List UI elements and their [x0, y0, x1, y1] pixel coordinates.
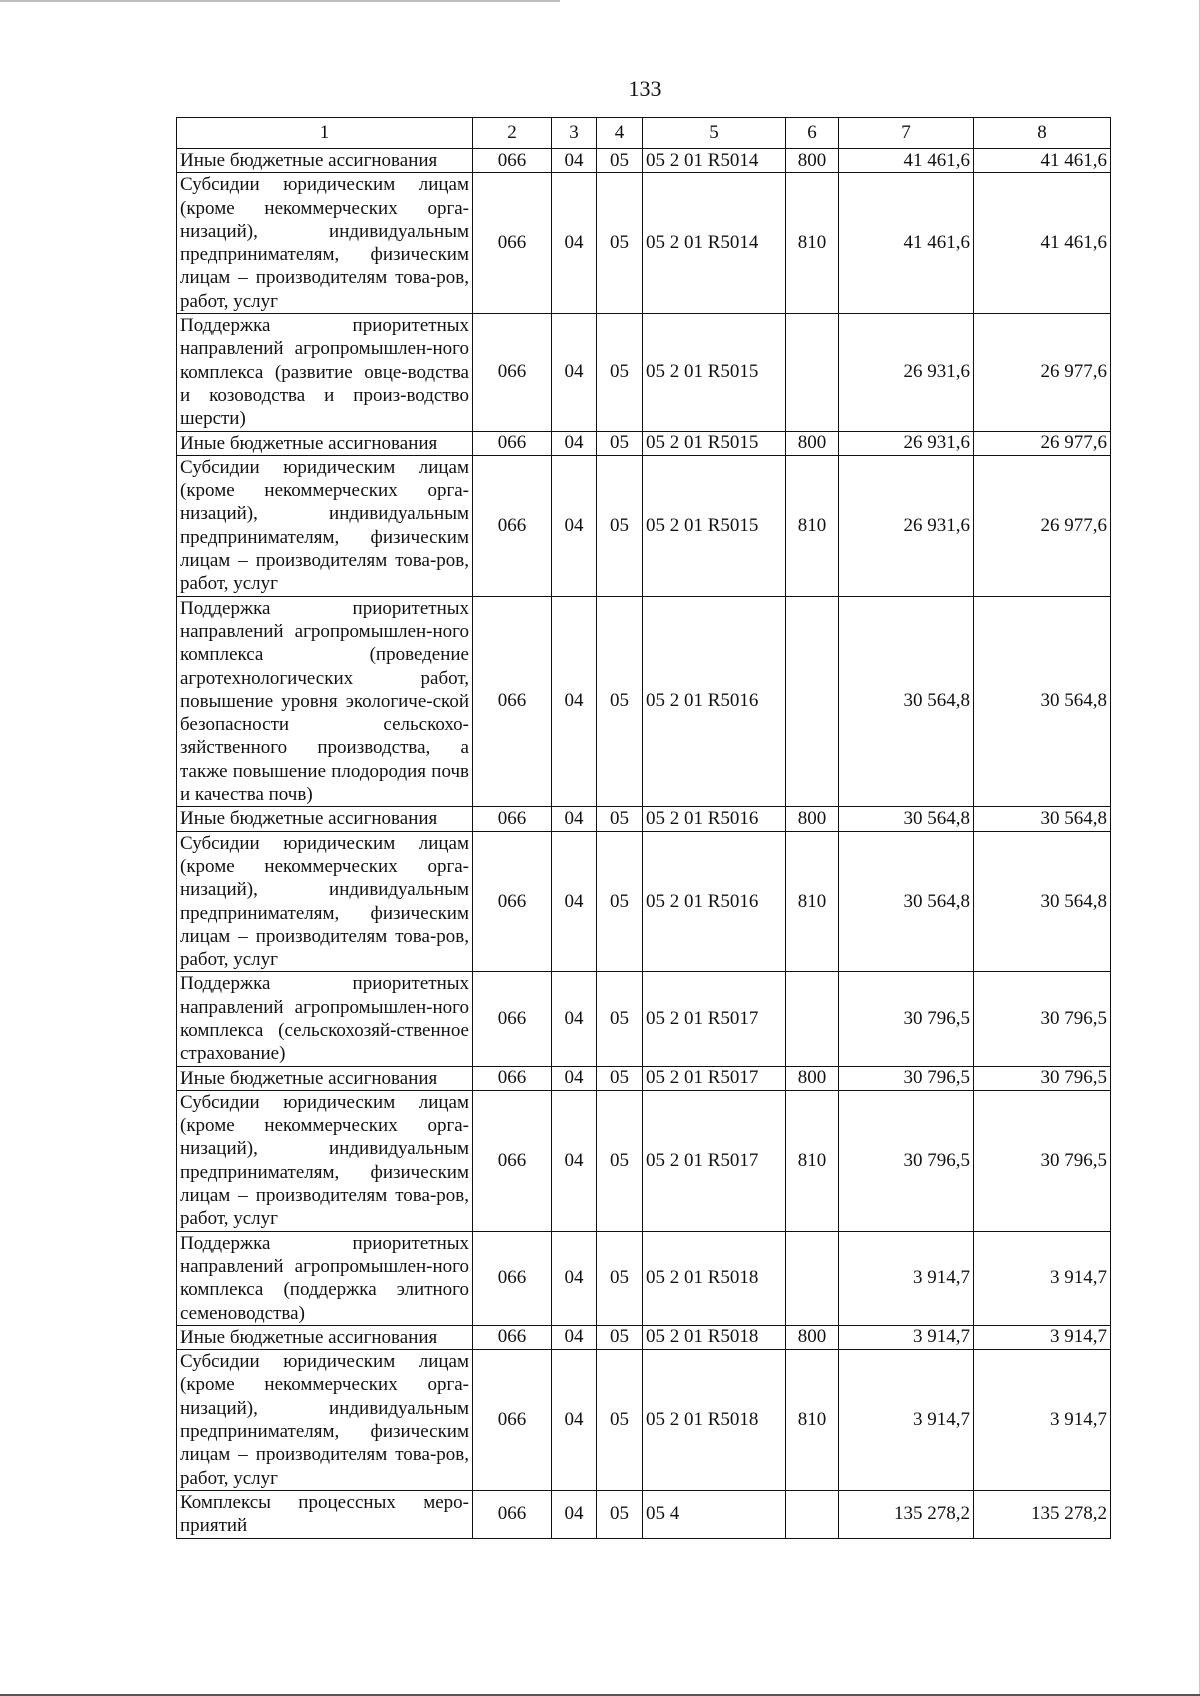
expense-type-code: 810: [786, 455, 839, 596]
subsection-code: 05: [597, 1066, 643, 1090]
column-header-3: 3: [552, 118, 597, 149]
ministry-code: 066: [473, 972, 552, 1066]
ministry-code: 066: [473, 1231, 552, 1325]
amount-year-1: 26 931,6: [839, 455, 974, 596]
target-article-code: 05 2 01 R5015: [643, 431, 786, 455]
column-header-5: 5: [643, 118, 786, 149]
subsection-code: 05: [597, 455, 643, 596]
table-row: [177, 1490, 1111, 1538]
subsection-code: 05: [597, 596, 643, 807]
table-body: [177, 149, 1111, 1539]
section-code: 04: [552, 972, 597, 1066]
item-name: Комплексы процессных меро-приятий: [177, 1490, 473, 1538]
table-row: [177, 314, 1111, 431]
amount-year-2: 30 564,8: [974, 807, 1111, 831]
amount-year-1: 30 564,8: [839, 831, 974, 972]
expense-type-code: [786, 1231, 839, 1325]
item-name: Субсидии юридическим лицам (кроме некоммерческих орга-низаций), индивидуальным предпринимателям, физическим лицам – производителям това-ров, работ, услуг: [177, 831, 473, 972]
subsection-code: 05: [597, 1325, 643, 1349]
subsection-code: 05: [597, 831, 643, 972]
subsection-code: 05: [597, 1231, 643, 1325]
expense-type-code: 800: [786, 149, 839, 173]
target-article-code: 05 2 01 R5016: [643, 596, 786, 807]
column-header-2: 2: [473, 118, 552, 149]
amount-year-2: 26 977,6: [974, 455, 1111, 596]
item-name: Иные бюджетные ассигнования: [177, 149, 473, 173]
amount-year-2: 30 564,8: [974, 831, 1111, 972]
column-header-1: 1: [177, 118, 473, 149]
item-name: Субсидии юридическим лицам (кроме некоммерческих орга-низаций), индивидуальным предпринимателям, физическим лицам – производителям това-ров, работ, услуг: [177, 455, 473, 596]
target-article-code: 05 2 01 R5017: [643, 1090, 786, 1231]
section-code: 04: [552, 807, 597, 831]
expense-type-code: 800: [786, 431, 839, 455]
amount-year-1: 26 931,6: [839, 431, 974, 455]
section-code: 04: [552, 314, 597, 431]
table-row: [177, 431, 1111, 455]
ministry-code: 066: [473, 1066, 552, 1090]
amount-year-1: 26 931,6: [839, 314, 974, 431]
subsection-code: 05: [597, 1090, 643, 1231]
ministry-code: 066: [473, 431, 552, 455]
amount-year-2: 3 914,7: [974, 1350, 1111, 1491]
expense-type-code: [786, 1490, 839, 1538]
section-code: 04: [552, 596, 597, 807]
column-header-4: 4: [597, 118, 643, 149]
amount-year-1: 3 914,7: [839, 1325, 974, 1349]
target-article-code: 05 4: [643, 1490, 786, 1538]
subsection-code: 05: [597, 314, 643, 431]
target-article-code: 05 2 01 R5017: [643, 972, 786, 1066]
table-row: [177, 831, 1111, 972]
expense-type-code: [786, 596, 839, 807]
item-name: Субсидии юридическим лицам (кроме некоммерческих орга-низаций), индивидуальным предпринимателям, физическим лицам – производителям това-ров, работ, услуг: [177, 1350, 473, 1491]
amount-year-1: 30 796,5: [839, 1066, 974, 1090]
ministry-code: 066: [473, 596, 552, 807]
target-article-code: 05 2 01 R5017: [643, 1066, 786, 1090]
target-article-code: 05 2 01 R5016: [643, 831, 786, 972]
table-row: [177, 1066, 1111, 1090]
table-row: [177, 972, 1111, 1066]
amount-year-2: 135 278,2: [974, 1490, 1111, 1538]
amount-year-2: 41 461,6: [974, 173, 1111, 314]
amount-year-1: 41 461,6: [839, 149, 974, 173]
table-row: [177, 807, 1111, 831]
ministry-code: 066: [473, 455, 552, 596]
amount-year-2: 30 796,5: [974, 972, 1111, 1066]
item-name: Субсидии юридическим лицам (кроме некоммерческих орга-низаций), индивидуальным предпринимателям, физическим лицам – производителям това-ров, работ, услуг: [177, 1090, 473, 1231]
column-header-8: 8: [974, 118, 1111, 149]
table-row: [177, 1090, 1111, 1231]
amount-year-2: 41 461,6: [974, 149, 1111, 173]
ministry-code: 066: [473, 831, 552, 972]
amount-year-2: 30 564,8: [974, 596, 1111, 807]
column-header-6: 6: [786, 118, 839, 149]
target-article-code: 05 2 01 R5014: [643, 149, 786, 173]
section-code: 04: [552, 1090, 597, 1231]
expense-type-code: 810: [786, 1350, 839, 1491]
amount-year-2: 26 977,6: [974, 431, 1111, 455]
target-article-code: 05 2 01 R5014: [643, 173, 786, 314]
budget-table: [176, 117, 1111, 1539]
expense-type-code: 800: [786, 1066, 839, 1090]
expense-type-code: [786, 972, 839, 1066]
amount-year-1: 30 564,8: [839, 807, 974, 831]
ministry-code: 066: [473, 1350, 552, 1491]
section-code: 04: [552, 1231, 597, 1325]
section-code: 04: [552, 1325, 597, 1349]
item-name: Иные бюджетные ассигнования: [177, 431, 473, 455]
item-name: Иные бюджетные ассигнования: [177, 807, 473, 831]
amount-year-1: 41 461,6: [839, 173, 974, 314]
item-name: Иные бюджетные ассигнования: [177, 1066, 473, 1090]
table-header-row: [177, 118, 1111, 149]
table-row: [177, 596, 1111, 807]
ministry-code: 066: [473, 1090, 552, 1231]
section-code: 04: [552, 1490, 597, 1538]
subsection-code: 05: [597, 807, 643, 831]
ministry-code: 066: [473, 807, 552, 831]
target-article-code: 05 2 01 R5018: [643, 1350, 786, 1491]
expense-type-code: 800: [786, 1325, 839, 1349]
ministry-code: 066: [473, 149, 552, 173]
amount-year-2: 3 914,7: [974, 1325, 1111, 1349]
section-code: 04: [552, 149, 597, 173]
target-article-code: 05 2 01 R5015: [643, 314, 786, 431]
ministry-code: 066: [473, 173, 552, 314]
ministry-code: 066: [473, 1490, 552, 1538]
table-row: [177, 1231, 1111, 1325]
amount-year-1: 3 914,7: [839, 1231, 974, 1325]
expense-type-code: 810: [786, 1090, 839, 1231]
item-name: Поддержка приоритетных направлений агропромышлен-ного комплекса (развитие овце-водства и козоводства и произ-водство шерсти): [177, 314, 473, 431]
item-name: Поддержка приоритетных направлений агропромышлен-ного комплекса (сельскохозяй-ственное страхование): [177, 972, 473, 1066]
section-code: 04: [552, 173, 597, 314]
expense-type-code: 800: [786, 807, 839, 831]
page-number: 133: [628, 76, 662, 101]
item-name: Поддержка приоритетных направлений агропромышлен-ного комплекса (проведение агротехнологических работ, повышение уровня экологиче-ской безопасности сельскохо-зяйственного производства, а также повышение плодородия почв и качества почв): [177, 596, 473, 807]
amount-year-1: 30 796,5: [839, 972, 974, 1066]
table-row: [177, 173, 1111, 314]
subsection-code: 05: [597, 972, 643, 1066]
amount-year-1: 135 278,2: [839, 1490, 974, 1538]
amount-year-2: 3 914,7: [974, 1231, 1111, 1325]
table-row: [177, 149, 1111, 173]
subsection-code: 05: [597, 431, 643, 455]
amount-year-2: 30 796,5: [974, 1066, 1111, 1090]
column-header-7: 7: [839, 118, 974, 149]
amount-year-2: 30 796,5: [974, 1090, 1111, 1231]
section-code: 04: [552, 455, 597, 596]
ministry-code: 066: [473, 314, 552, 431]
target-article-code: 05 2 01 R5016: [643, 807, 786, 831]
ministry-code: 066: [473, 1325, 552, 1349]
target-article-code: 05 2 01 R5015: [643, 455, 786, 596]
section-code: 04: [552, 1066, 597, 1090]
section-code: 04: [552, 431, 597, 455]
section-code: 04: [552, 831, 597, 972]
scan-edge-top: [0, 0, 560, 2]
expense-type-code: 810: [786, 173, 839, 314]
item-name: Субсидии юридическим лицам (кроме некоммерческих орга-низаций), индивидуальным предпринимателям, физическим лицам – производителям това-ров, работ, услуг: [177, 173, 473, 314]
subsection-code: 05: [597, 173, 643, 314]
amount-year-1: 30 796,5: [839, 1090, 974, 1231]
table-row: [177, 1350, 1111, 1491]
target-article-code: 05 2 01 R5018: [643, 1325, 786, 1349]
amount-year-2: 26 977,6: [974, 314, 1111, 431]
expense-type-code: 810: [786, 831, 839, 972]
amount-year-1: 30 564,8: [839, 596, 974, 807]
item-name: Поддержка приоритетных направлений агропромышлен-ного комплекса (поддержка элитного семеноводства): [177, 1231, 473, 1325]
subsection-code: 05: [597, 149, 643, 173]
item-name: Иные бюджетные ассигнования: [177, 1325, 473, 1349]
target-article-code: 05 2 01 R5018: [643, 1231, 786, 1325]
expense-type-code: [786, 314, 839, 431]
table-row: [177, 455, 1111, 596]
subsection-code: 05: [597, 1350, 643, 1491]
subsection-code: 05: [597, 1490, 643, 1538]
table-row: [177, 1325, 1111, 1349]
section-code: 04: [552, 1350, 597, 1491]
amount-year-1: 3 914,7: [839, 1350, 974, 1491]
